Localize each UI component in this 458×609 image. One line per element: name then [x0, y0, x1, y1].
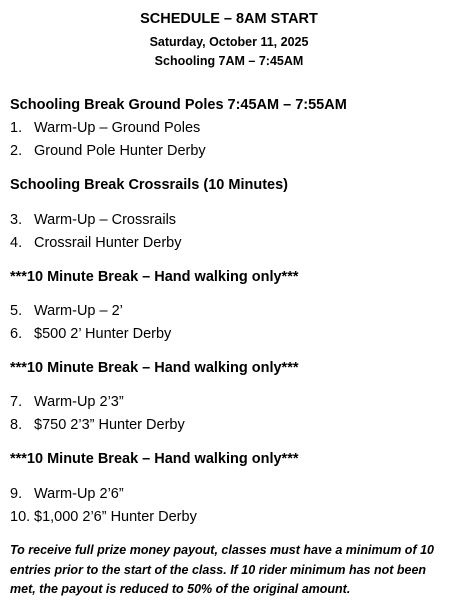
prize-money-note: To receive full prize money payout, classes must have a minimum of 10 entries prior to the start of the class. If 10 rider minimum has not been met, the payout is reduced to 50% of the original amount.	[10, 543, 434, 596]
item-number: 6.	[10, 326, 23, 342]
item-text: $1,000 2’6” Hunter Derby	[34, 509, 197, 525]
item-text: Warm-Up 2’3”	[34, 394, 124, 410]
item-text: Warm-Up 2’6”	[34, 486, 124, 502]
list-item	[10, 417, 185, 433]
item-number: 10.	[10, 509, 31, 525]
item-text: Warm-Up – Ground Poles	[34, 120, 201, 136]
item-number: 7.	[10, 394, 23, 410]
item-text: $500 2’ Hunter Derby	[34, 326, 172, 342]
item-number: 9.	[10, 486, 23, 502]
list-item	[10, 235, 181, 251]
list-item	[10, 326, 171, 342]
schedule-date: Saturday, October 11, 2025	[149, 35, 309, 49]
list-item	[10, 486, 124, 502]
section-heading-break: ***10 Minute Break – Hand walking only***	[10, 269, 299, 285]
item-text: Crossrail Hunter Derby	[34, 235, 182, 251]
list-item	[10, 303, 123, 319]
item-number: 3.	[10, 212, 23, 228]
section-heading-break: ***10 Minute Break – Hand walking only***	[10, 360, 299, 376]
item-text: $750 2’3” Hunter Derby	[34, 417, 185, 433]
item-text: Warm-Up – Crossrails	[34, 212, 177, 228]
item-text: Warm-Up – 2’	[34, 303, 123, 319]
list-item	[10, 120, 200, 136]
schooling-time: Schooling 7AM – 7:45AM	[154, 54, 304, 68]
item-number: 4.	[10, 235, 23, 251]
list-item	[10, 212, 176, 228]
section-heading-crossrails: Schooling Break Crossrails (10 Minutes)	[10, 177, 288, 193]
section-heading-ground-poles: Schooling Break Ground Poles 7:45AM – 7:55AM	[10, 97, 347, 113]
list-item	[10, 509, 197, 525]
item-number: 5.	[10, 303, 23, 319]
item-text: Ground Pole Hunter Derby	[34, 143, 206, 159]
item-number: 8.	[10, 417, 23, 433]
list-item	[10, 394, 124, 410]
item-number: 2.	[10, 143, 23, 159]
list-item	[10, 143, 206, 159]
section-heading-break: ***10 Minute Break – Hand walking only***	[10, 451, 299, 467]
item-number: 1.	[10, 120, 23, 136]
schedule-title: SCHEDULE – 8AM START	[140, 11, 318, 27]
